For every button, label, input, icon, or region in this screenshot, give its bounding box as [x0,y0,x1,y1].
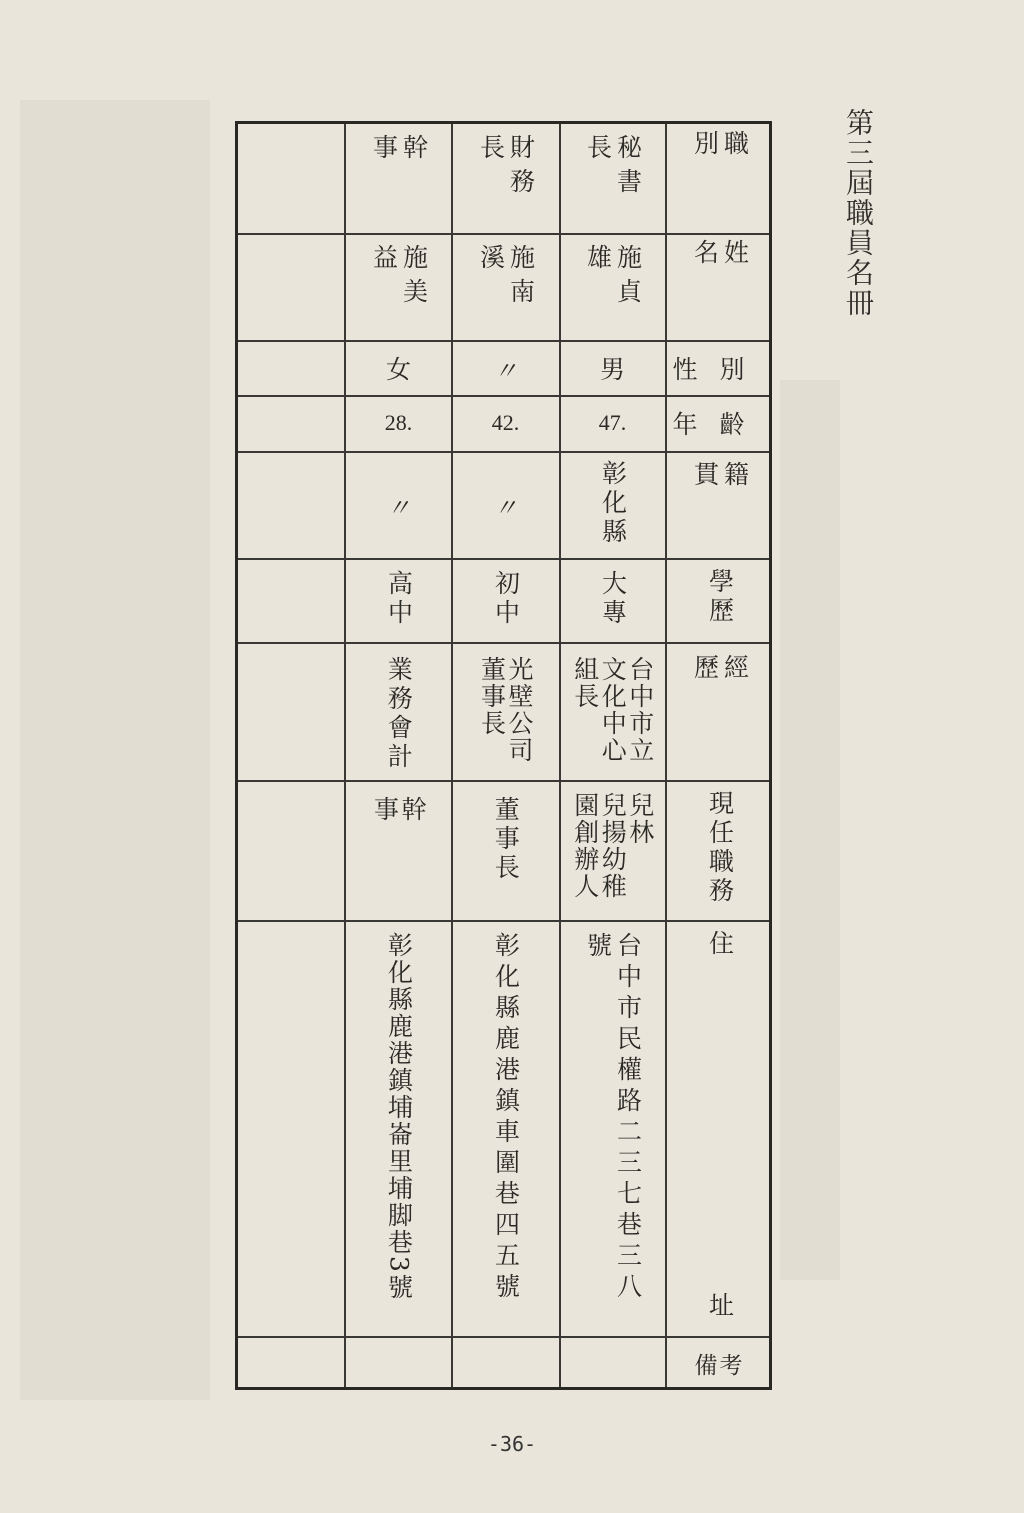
row-3-current-job-line: 幹事 [370,796,427,873]
row-3-experience [346,656,451,778]
row-3-gender: 女 [385,355,411,384]
header-education: 學歷 [705,568,735,626]
header-gender: 性別 [672,355,767,384]
row-3-experience-line: 業務會計 [384,656,414,772]
row-2-position: 財務長 [476,134,536,202]
header-address-top: 住 [705,930,735,964]
header-name: 姓名 [690,239,750,290]
row-2-origin: 〃 [493,493,518,522]
row-2-current-job-line: 董事長 [491,796,521,883]
row-1-experience-line: 台中市立 [625,656,655,764]
row-1-remarks [560,1338,665,1388]
header-address-bottom: 址 [705,1292,735,1326]
row-3-age: 28. [384,410,413,435]
row-1-experience-line: 文化中心 [598,656,628,764]
header-experience: 經歷 [690,654,750,723]
row-2-education: 初中 [491,570,521,628]
header-origin: 籍貫 [690,461,750,512]
header-age: 年齡 [672,410,767,439]
page-title: 第三屆職員名冊 [842,108,875,318]
row-1-name: 施貞雄 [583,244,643,312]
row-3-education: 高中 [384,570,414,628]
header-position: 職別 [690,130,750,181]
row-3-position: 幹事 [369,134,429,185]
page-number: -36- [487,1432,537,1456]
row-3-origin: 〃 [386,493,411,522]
row-2-name: 施南溪 [476,244,536,312]
row-1-age: 47. [598,410,627,435]
row-1-address: 台中市民權路二三七巷三八號 [583,932,643,1304]
row-2-experience-line: 光壁公司 [505,656,534,764]
row-2-address: 彰化縣鹿港鎮車圍巷四五號 [491,932,521,1304]
row-3-address: 彰化縣鹿港鎮埔崙里埔脚巷3號 [384,932,414,1301]
row-2-remarks [453,1338,558,1388]
row-2-gender: 〃 [493,356,518,385]
header-remarks: 備考 [694,1352,745,1379]
row-3-name: 施美益 [369,244,429,312]
row-1-gender: 男 [599,355,625,384]
row-1-education: 大專 [598,570,628,628]
row-1-experience [560,656,665,778]
header-current-job: 現任職務 [705,790,735,906]
row-1-position: 秘書長 [583,134,643,202]
row-2-current-job [453,796,558,918]
row-1-current-job-line: 兒揚幼稚 [598,792,628,900]
row-1-current-job-line: 兒林 [625,792,655,846]
row-3-current-job [346,796,451,918]
row-1-origin: 彰化縣 [598,460,628,547]
row-2-experience [453,656,558,778]
row-1-current-job-line: 園創辦人 [570,792,600,900]
row-2-age: 42. [491,410,520,435]
row-1-current-job [560,792,665,918]
staff-roster-table [235,121,772,1390]
row-2-experience-line: 董事長 [477,656,507,737]
row-1-experience-line: 組長 [570,656,600,710]
row-3-remarks [346,1338,451,1388]
